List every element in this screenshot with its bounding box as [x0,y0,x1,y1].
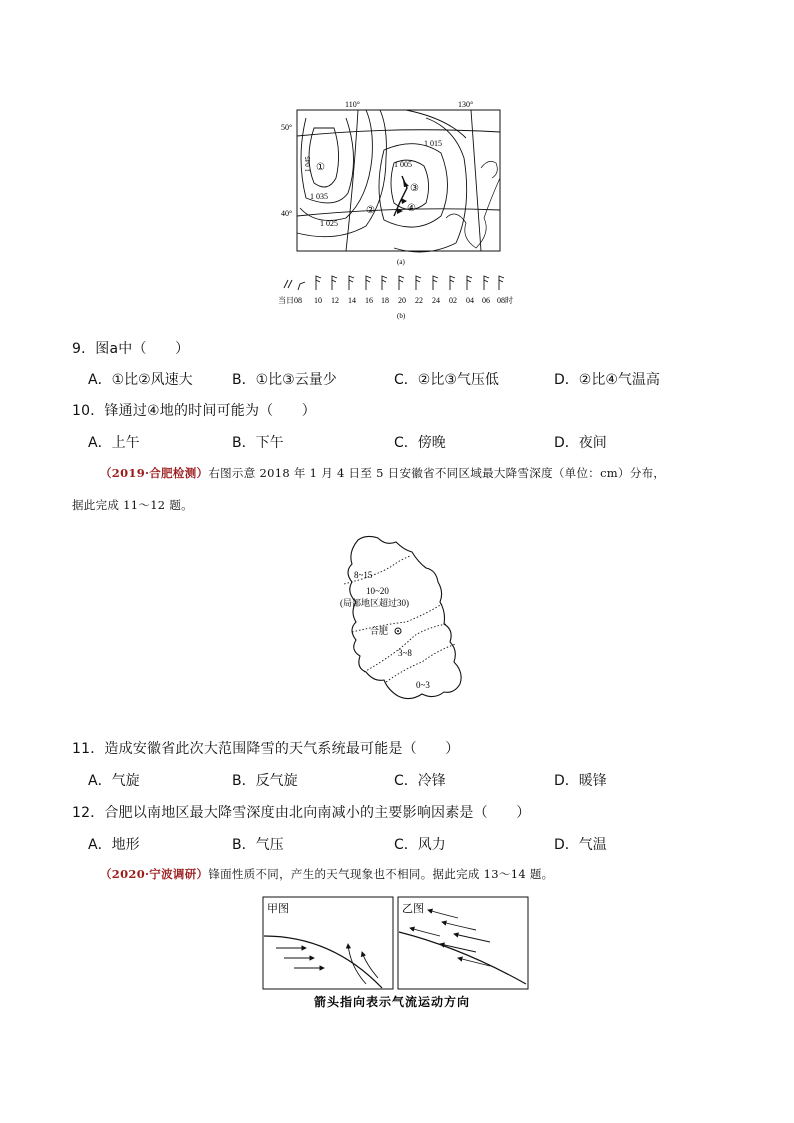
q10-option-a[interactable]: A．上午 [88,435,140,451]
isobar-label: 1 015 [424,139,442,148]
source-tag: （2020·宁波调研） [100,867,209,881]
q11-option-c[interactable]: C．冷锋 [394,773,446,789]
question-11-stem: 11．造成安徽省此次大范围降雪的天气系统最可能是（ ） [72,741,460,757]
front-diagrams [262,896,532,1012]
map-frame [297,110,500,251]
zone-label-north: 8~15 [354,570,373,580]
time-tick: 当日08 [278,296,302,305]
figure-caption: (b) [397,312,406,320]
q12-option-d[interactable]: D．气温 [554,837,607,853]
q9-option-c[interactable]: C．②比③气压低 [394,372,499,388]
intro-text: 右图示意 2018 年 1 月 4 日至 5 日安徽省不同区域最大降雪深度（单位：cm）分布， [208,466,666,480]
time-tick: 10 [314,296,322,305]
lat-label-40: 40° [281,209,293,218]
time-tick: 06 [482,296,490,305]
zone-label-south: 3~8 [398,648,412,658]
time-tick: 04 [466,296,474,305]
isobar-label: 1 045 [304,156,312,172]
lon-label-130: 130° [458,100,474,109]
isobar-label: 1 035 [310,192,328,201]
zone-label-southmost: 0~3 [416,680,430,690]
q10-option-d[interactable]: D．夜间 [554,435,607,451]
q12-option-a[interactable]: A．地形 [88,837,140,853]
time-tick: 24 [432,296,440,305]
lat-label-50: 50° [281,123,293,132]
point-marker: ① [316,162,325,173]
isobar-label: 1 025 [320,219,338,228]
intro-11-12 [100,465,665,481]
time-tick: 14 [348,296,356,305]
q12-option-b[interactable]: B．气压 [232,837,284,853]
lon-label-110: 110° [345,100,360,109]
q9-option-a[interactable]: A．①比②风速大 [88,372,193,388]
panel-jia-label: 甲图 [267,903,289,915]
question-9-stem: 9．图a中（ ） [72,341,190,357]
time-tick: 16 [365,296,373,305]
isobar-label: 1 005 [394,160,412,169]
zone-note: (局部地区超过30) [340,598,409,608]
time-tick: 22 [415,296,423,305]
time-tick: 08时 [497,296,513,305]
q10-option-b[interactable]: B．下午 [232,435,284,451]
time-tick: 12 [331,296,339,305]
point-marker: ③ [410,183,419,194]
zone-label-middle: 10~20 [366,586,389,596]
figure-caption: (a) [397,258,405,266]
isobar-map-figure [276,98,516,268]
q9-option-b[interactable]: B．①比③云量少 [232,372,337,388]
point-marker: ② [366,205,375,216]
q12-option-c[interactable]: C．风力 [394,837,446,853]
time-tick: 18 [381,296,389,305]
diagram-caption: 箭头指向表示气流运动方向 [314,995,471,1009]
snow-depth-map [326,532,476,708]
q11-option-a[interactable]: A．气旋 [88,773,140,789]
q9-option-d[interactable]: D．②比④气温高 [554,372,660,388]
city-label-hefei: 合肥 [370,626,389,636]
time-tick: 20 [398,296,406,305]
wind-time-figure [278,270,518,322]
point-marker: ④ [407,203,416,214]
q11-option-b[interactable]: B．反气旋 [232,773,298,789]
q10-option-c[interactable]: C．傍晚 [394,435,446,451]
q11-option-d[interactable]: D．暖锋 [554,773,607,789]
question-10-stem: 10．锋通过④地的时间可能为（ ） [72,403,316,419]
source-tag: （2019·合肥检测） [100,466,209,480]
question-12-stem: 12．合肥以南地区最大降雪深度由北向南减小的主要影响因素是（ ） [72,805,531,821]
time-tick: 02 [449,296,457,305]
panel-yi-label: 乙图 [402,903,424,915]
intro-text: 锋面性质不同，产生的天气现象也不相同。据此完成 13～14 题。 [208,867,554,881]
intro-13-14 [100,866,554,882]
intro-11-12-line2: 据此完成 11～12 题。 [72,498,193,512]
